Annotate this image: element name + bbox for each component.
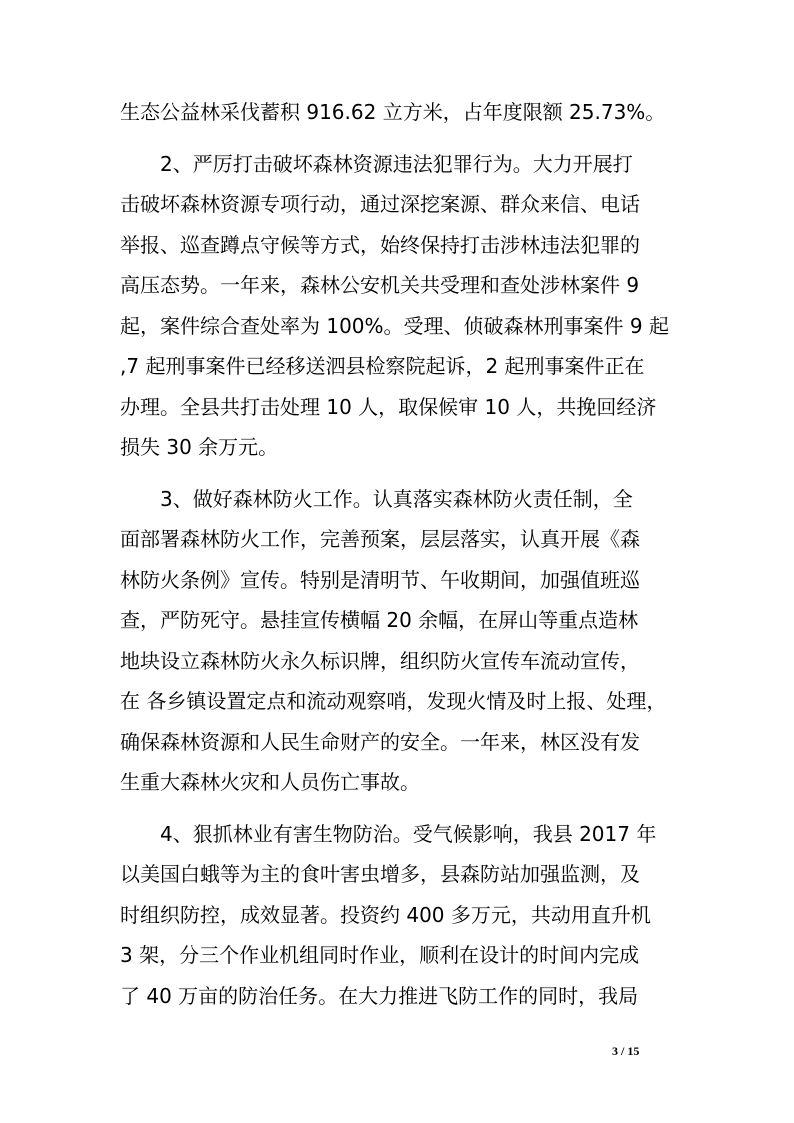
paragraph-harvest-volume <box>120 92 676 133</box>
paragraph-fire-prevention <box>120 479 676 803</box>
text-line: 起，案件综合查处率为 100%。受理、侦破森林刑事案件 9 起 <box>120 313 669 338</box>
paragraph-gap <box>120 803 676 814</box>
text-line: 举报、巡查蹲点守候等方式，始终保持打击涉林违法犯罪的 <box>120 232 640 257</box>
text-line: 办理。全县共打击处理 10 人，取保候审 10 人，共挽回经济 <box>120 394 657 419</box>
paragraph-crackdown <box>120 144 676 468</box>
text-line: 击破坏森林资源专项行动，通过深挖案源、群众来信、电话 <box>120 192 640 216</box>
text-line: 生重大森林火灾和人员伤亡事故。 <box>120 770 420 794</box>
text-line: 损失 30 余万元。 <box>120 435 279 459</box>
paragraph-gap <box>120 468 676 479</box>
paragraph-pest-control <box>120 814 676 1017</box>
text-line: 生态公益林采伐蓄积 916.62 立方米，占年度限额 25.73%。 <box>120 100 666 124</box>
page-number: 3 / 15 <box>612 1044 640 1058</box>
paragraph-gap <box>120 133 676 144</box>
text-line: 地块设立森林防火永久标识牌，组织防火宣传车流动宣传， <box>120 648 640 673</box>
text-line: 在 各乡镇设置定点和流动观察哨，发现火情及时上报、处理， <box>120 689 667 713</box>
text-line: 面部署森林防火工作，完善预案，层层落实，认真开展《森 <box>120 527 640 551</box>
text-line: 4、狠抓林业有害生物防治。受气候影响，我县 2017 年 <box>160 821 657 846</box>
text-line: 了 40 万亩的防治任务。在大力推进飞防工作的同时，我局 <box>120 983 639 1008</box>
text-line: 查，严防死守。悬挂宣传横幅 20 余幅，在屏山等重点造林 <box>120 608 639 632</box>
text-line: ,7 起刑事案件已经移送泗县检察院起诉，2 起刑事案件正在 <box>120 354 645 378</box>
text-line: 确保森林资源和人民生命财产的安全。一年来，林区没有发 <box>120 729 640 754</box>
text-line: 林防火条例》宣传。特别是清明节、午收期间，加强值班巡 <box>120 567 640 592</box>
text-line: 3 架，分三个作业机组同时作业，顺利在设计的时间内完成 <box>120 943 640 967</box>
text-line: 高压态势。一年来，森林公安机关共受理和查处涉林案件 9 <box>120 273 640 297</box>
text-line: 时组织防控，成效显著。投资约 400 多万元，共动用直升机 <box>120 902 651 927</box>
document-body <box>120 92 676 1016</box>
text-line: 3、做好森林防火工作。认真落实森林防火责任制，全 <box>160 486 633 511</box>
text-line: 2、严厉打击破坏森林资源违法犯罪行为。大力开展打 <box>160 151 633 176</box>
text-line: 以美国白蛾等为主的食叶害虫增多，县森防站加强监测，及 <box>120 862 640 886</box>
